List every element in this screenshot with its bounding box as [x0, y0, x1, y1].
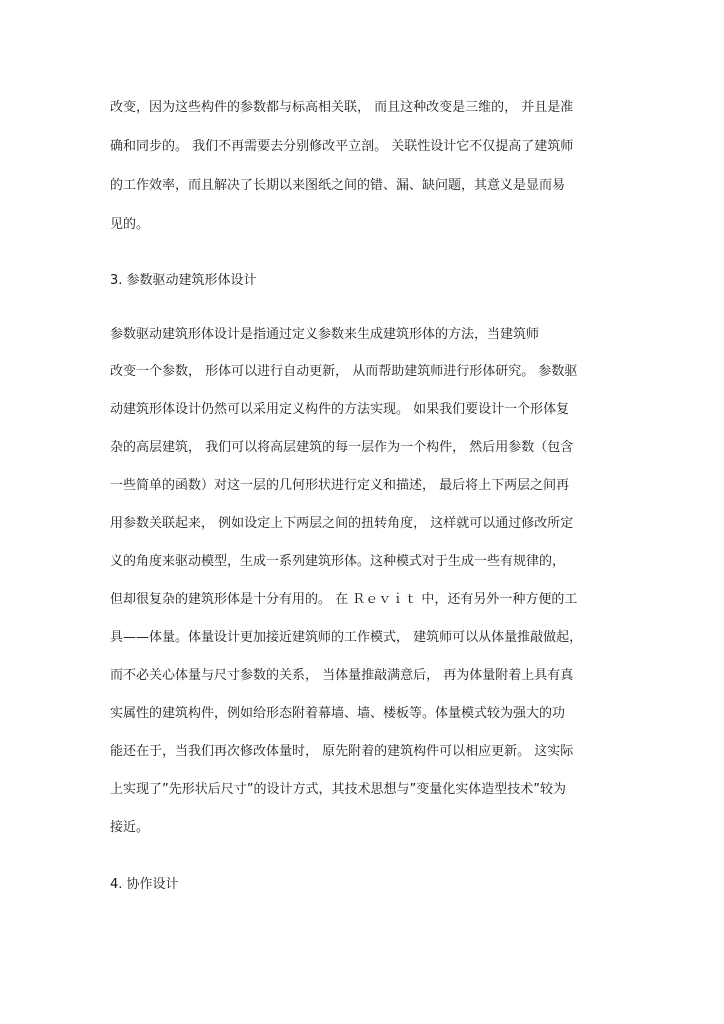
- paragraph-line: 确和同步的。 我们不再需要去分别修改平立剖。 关联性设计它不仅提高了建筑师: [110, 139, 574, 154]
- paragraph-line: 见的。: [110, 217, 150, 232]
- paragraph-line: 改变，因为这些构件的参数都与标高相关联， 而且这种改变是三维的， 并且是准: [110, 100, 574, 115]
- paragraph-line: 能还在于，当我们再次修改体量时， 原先附着的建筑构件可以相应更新。 这实际: [110, 744, 574, 759]
- section-heading: 4. 协作设计: [110, 877, 179, 892]
- paragraph-line: 改变一个参数， 形体可以进行自动更新， 从而帮助建筑师进行形体研究。 参数驱: [110, 364, 578, 379]
- paragraph-line: 用参数关联起来， 例如设定上下两层之间的扭转角度， 这样就可以通过修改所定: [110, 516, 574, 531]
- paragraph-line: 但却很复杂的建筑形体是十分有用的。 在 Ｒｅｖｉｔ 中，还有另外一种方便的工: [110, 592, 578, 607]
- paragraph-line: 杂的高层建筑， 我们可以将高层建筑的每一层作为一个构件， 然后用参数（包含: [110, 440, 574, 455]
- paragraph-line: 接近。: [110, 820, 150, 835]
- paragraph-line: 义的角度来驱动模型，生成一系列建筑形体。这种模式对于生成一些有规律的，: [110, 554, 566, 569]
- paragraph-line: 参数驱动建筑形体设计是指通过定义参数来生成建筑形体的方法，当建筑师: [110, 327, 540, 342]
- paragraph-line: 而不必关心体量与尺寸参数的关系， 当体量推敲满意后， 再为体量附着上具有真: [110, 668, 574, 683]
- paragraph-line: 动建筑形体设计仍然可以采用定义构件的方法实现。 如果我们要设计一个形体复: [110, 402, 570, 417]
- paragraph-line: 的工作效率，而且解决了长期以来图纸之间的错、漏、缺问题，其意义是显而易: [110, 178, 566, 193]
- paragraph-line: 上实现了”先形状后尺寸”的设计方式，其技术思想与”变量化实体造型技术”较为: [110, 782, 566, 797]
- paragraph-line: 具——体量。体量设计更加接近建筑师的工作模式， 建筑师可以从体量推敲做起，: [110, 630, 583, 645]
- section-heading: 3. 参数驱动建筑形体设计: [110, 273, 257, 288]
- paragraph-line: 实属性的建筑构件，例如给形态附着幕墙、墙、楼板等。体量模式较为强大的功: [110, 706, 566, 721]
- paragraph-line: 一些简单的函数）对这一层的几何形状进行定义和描述， 最后将上下两层之间再: [110, 478, 570, 493]
